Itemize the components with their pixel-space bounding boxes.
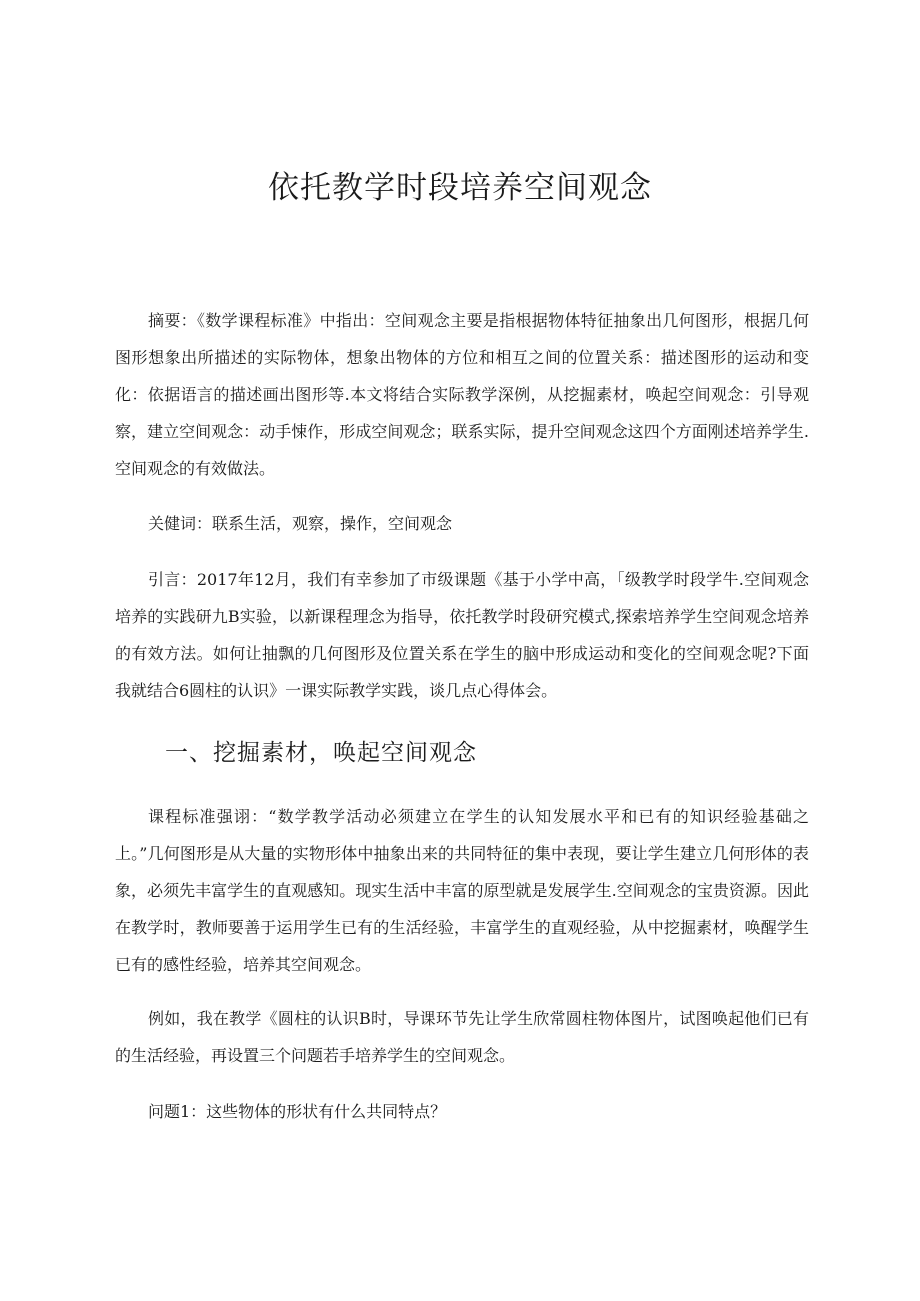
section-paragraph: 课程标准强诩：“数学教学活动必须建立在学生的认知发展水平和已有的知识经验基础之上。”几何图形是从大量的实物形体中抽象出来的共同特征的集中表现，要让学生建立几何形体的表象，必须先丰富学生的直观感知。现实生活中丰富的原型就是发展学生.空间观念的宝贵资源。因此在教学时，教师要善于运用学生已有的生活经验，丰富学生的直观经验，从中挖掘素材，唤醒学生已有的感性经验，培养其空间观念。 <box>115 807 809 974</box>
abstract-paragraph: 摘要：《数学课程标准》中指出：空间观念主要是指根据物体特征抽象出几何图形，根据几何图形想象出所描述的实际物体，想象出物体的方位和相互之间的位置关系：描述图形的运动和变化：依据语言的描述画出图形等.本文将结合实际教学深例，从挖掘素材，唤起空间观念：引导观察，建立空间观念：动手悚作，形成空间观念；联系实际，提升空间观念这四个方面刚述培养学生.空间观念的有效做法。 <box>115 311 809 478</box>
example-paragraph: 例如，我在教学《圆柱的认识B时，导课环节先让学生欣常圆柱物体图片，试图唤起他们已有的生活经验，再设置三个问题若手培养学生的空间观念。 <box>115 1009 809 1065</box>
question-paragraph: 问题1：这些物体的形状有什么共同特点？ <box>148 1102 447 1121</box>
document-title: 依托教学时段培养空间观念 <box>268 170 652 206</box>
intro-paragraph: 引言：2017年12月，我们有幸参加了市级课题《基于小学中高，「级教学时段学牛.空间观念培养的实践研九B实验，以新课程理念为指导，依托教学时段研究模式,探索培养学生空间观念培养的有效方法。如何让抽飘的几何图形及位置关系在学生的脑中形成运动和变化的空间观念呢?下面我就结合6圆柱的认识》一课实际教学实践，谈几点心得体会。 <box>115 570 809 700</box>
section-heading: 一、挖掘素材，唤起空间观念 <box>165 740 477 766</box>
keywords-paragraph: 关健词：联系生活，观察，操作，空间观念 <box>148 514 453 533</box>
